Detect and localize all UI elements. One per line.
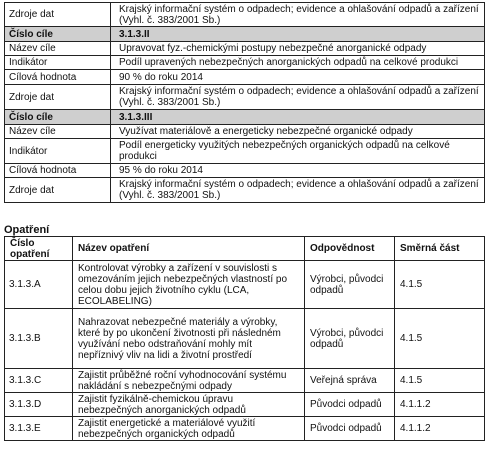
measure-guideline-part: 4.1.5: [395, 369, 485, 393]
goal-field-label: Indikátor: [5, 139, 111, 164]
goal-header-row: [5, 27, 485, 42]
goal-field-label: Název cíle: [5, 125, 111, 139]
measure-row: [5, 393, 485, 417]
goal-row: [5, 85, 485, 110]
measures-table: [4, 236, 485, 441]
goal-field-value: Podíl upravených nebezpečných anorganických odpadů na celkové produkci: [111, 56, 485, 70]
header-guideline-part: Směrná část: [395, 237, 485, 261]
measure-row: [5, 309, 485, 369]
measure-row: [5, 369, 485, 393]
goal-header-row: [5, 110, 485, 125]
goals-table-body: [5, 3, 485, 203]
goal-field-label: Číslo cíle: [5, 110, 111, 125]
measure-guideline-part: 4.1.1.2: [395, 393, 485, 417]
header-measure-number: Číslo opatření: [5, 237, 73, 261]
measure-responsibility: Výrobci, původci odpadů: [305, 309, 395, 369]
measure-code: 3.1.3.B: [5, 309, 73, 369]
measure-guideline-part: 4.1.5: [395, 261, 485, 309]
goals-table: [4, 2, 485, 203]
measures-header-row: [5, 237, 485, 261]
goal-field-label: Zdroje dat: [5, 3, 111, 27]
measure-name: Kontrolovat výrobky a zařízení v souvislosti s omezováním jejich nebezpečných vlastností po celou dobu jejich životního cyklu (LCA, ECOLABELING): [73, 261, 305, 309]
goal-row: [5, 42, 485, 56]
measure-code: 3.1.3.E: [5, 417, 73, 441]
goal-field-value: 3.1.3.III: [111, 110, 485, 125]
measure-guideline-part: 4.1.1.2: [395, 417, 485, 441]
measure-row: [5, 417, 485, 441]
measure-name: Zajistit průběžné roční vyhodnocování systému nakládání s nebezpečnými odpady: [73, 369, 305, 393]
header-responsibility: Odpovědnost: [305, 237, 395, 261]
goal-field-value: Využívat materiálově a energeticky nebezpečné organické odpady: [111, 125, 485, 139]
goal-field-value: 90 % do roku 2014: [111, 70, 485, 85]
measures-table-body: [5, 237, 485, 441]
measure-responsibility: Výrobci, původci odpadů: [305, 261, 395, 309]
measure-row: [5, 261, 485, 309]
goal-field-value: 95 % do roku 2014: [111, 164, 485, 178]
measure-guideline-part: 4.1.5: [395, 309, 485, 369]
measure-name: Nahrazovat nebezpečné materiály a výrobky, které by po ukončení životnosti při následném využívání nebo odstraňování mohly mít nepříznivý vliv na lidi a životní prostředí: [73, 309, 305, 369]
goal-field-value: Upravovat fyz.-chemickými postupy nebezpečné anorganické odpady: [111, 42, 485, 56]
goal-field-value: Krajský informační systém o odpadech; evidence a ohlašování odpadů a zařízení (Vyhl. č. 383/2001 Sb.): [111, 3, 485, 27]
measures-section-title: Opatření: [4, 224, 50, 236]
goal-field-label: Zdroje dat: [5, 178, 111, 203]
goal-row: [5, 164, 485, 178]
measure-name: Zajistit energetické a materiálové využití nebezpečných organických odpadů: [73, 417, 305, 441]
goal-field-value: 3.1.3.II: [111, 27, 485, 42]
goal-field-label: Zdroje dat: [5, 85, 111, 110]
measure-code: 3.1.3.C: [5, 369, 73, 393]
goal-field-label: Indikátor: [5, 56, 111, 70]
goal-row: [5, 70, 485, 85]
measure-responsibility: Veřejná správa: [305, 369, 395, 393]
goal-field-label: Název cíle: [5, 42, 111, 56]
measure-name: Zajistit fyzikálně-chemickou úpravu nebezpečných anorganických odpadů: [73, 393, 305, 417]
goal-row: [5, 178, 485, 203]
goal-field-value: Krajský informační systém o odpadech; evidence a ohlašování odpadů a zařízení (Vyhl. č. 383/2001 Sb.): [111, 85, 485, 110]
measure-code: 3.1.3.D: [5, 393, 73, 417]
goal-row: [5, 139, 485, 164]
goal-field-label: Cílová hodnota: [5, 70, 111, 85]
goal-row: [5, 125, 485, 139]
goal-row: [5, 3, 485, 27]
goal-field-value: Podíl energeticky využitých nebezpečných organických odpadů na celkové produkci: [111, 139, 485, 164]
goal-field-label: Číslo cíle: [5, 27, 111, 42]
goal-field-label: Cílová hodnota: [5, 164, 111, 178]
goal-row: [5, 56, 485, 70]
header-measure-name: Název opatření: [73, 237, 305, 261]
goal-field-value: Krajský informační systém o odpadech; evidence a ohlašování odpadů a zařízení (Vyhl. č. 383/2001 Sb.): [111, 178, 485, 203]
measure-responsibility: Původci odpadů: [305, 417, 395, 441]
measure-responsibility: Původci odpadů: [305, 393, 395, 417]
measure-code: 3.1.3.A: [5, 261, 73, 309]
